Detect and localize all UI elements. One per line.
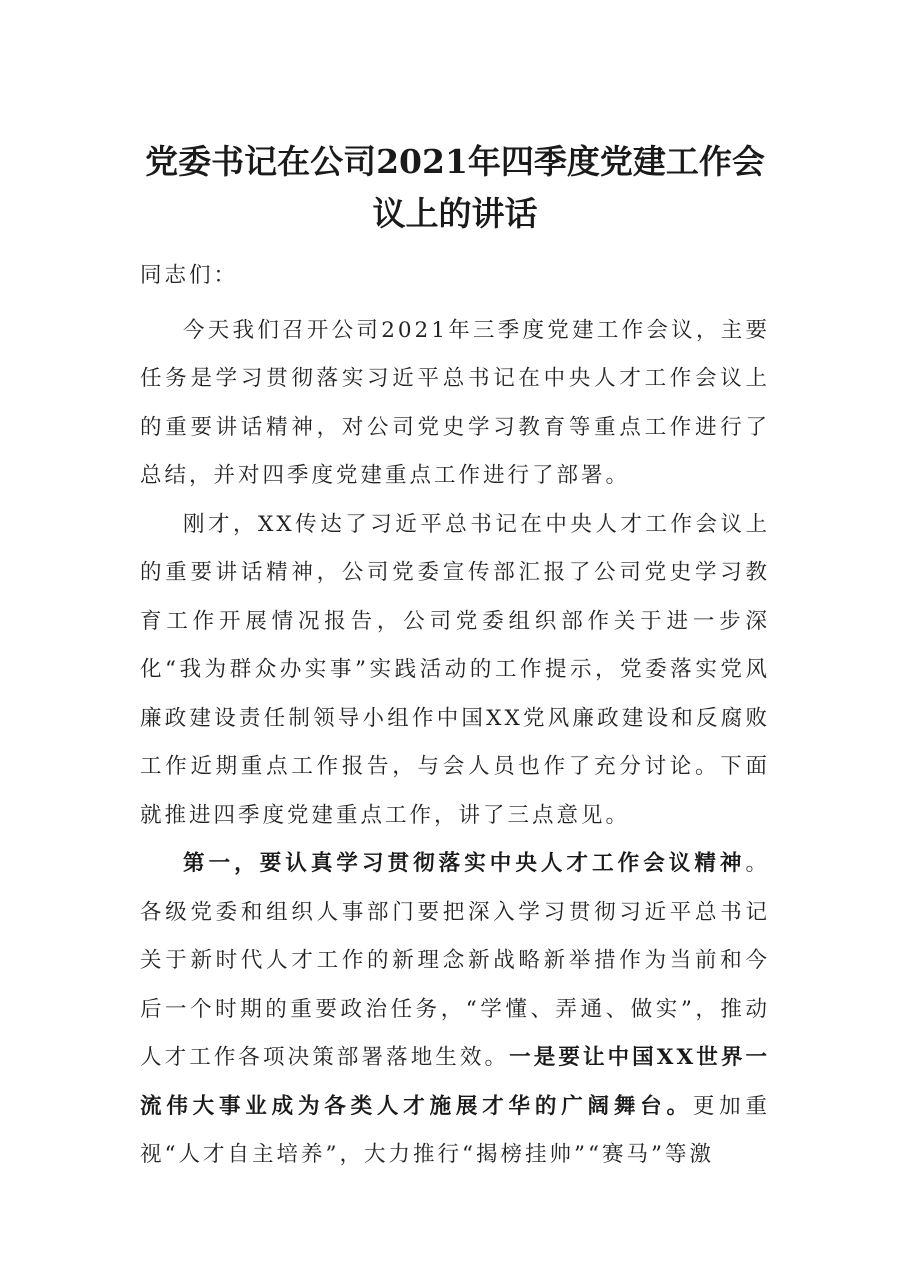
document-title: 党委书记在公司2021年四季度党建工作会议上的讲话: [145, 142, 765, 233]
paragraph-3-bold-point: 一是要让中国XX世界一流伟大事业成为各类人才施展才华的广阔舞台。: [140, 1045, 770, 1119]
paragraph-2: 刚才，XX传达了习近平总书记在中央人才工作会议上的重要讲话精神，公司党委宣传部汇报了公司党史学习教育工作开展情况报告，公司党委组织部作关于进一步深化“我为群众办实事”实践活动的工作提示，党委落实党风廉政建设责任制领导小组作中国XX党风廉政建设和反腐败工作近期重点工作报告，与会人员也作了充分讨论。下面就推进四季度党建重点工作，讲了三点意见。: [140, 511, 770, 828]
paragraph-3-text-1: 。各级党委和组织人事部门要把深入学习贯彻习近平总书记关于新时代人才工作的新理念新战略新举措作为当前和今后一个时期的重要政治任务，“学懂、弄通、做实”，推动人才工作各项决策部署落地生效。: [140, 851, 770, 1070]
paragraph-3-bold-lead: 第一，要认真学习贯彻落实中央人才工作会议精神: [183, 851, 746, 876]
salutation: 同志们：: [140, 263, 239, 288]
paragraph-3: [140, 840, 770, 1180]
paragraph-3-text-2: 更加重视“人才自主培养”，大力推行“揭榜挂帅”“赛马”等激: [140, 1093, 770, 1167]
document-body: [140, 252, 770, 1180]
paragraph-1: 今天我们召开公司2021年三季度党建工作会议，主要任务是学习贯彻落实习近平总书记在中央人才工作会议上的重要讲话精神，对公司党史学习教育等重点工作进行了总结，并对四季度党建重点工作进行了部署。: [140, 317, 770, 488]
